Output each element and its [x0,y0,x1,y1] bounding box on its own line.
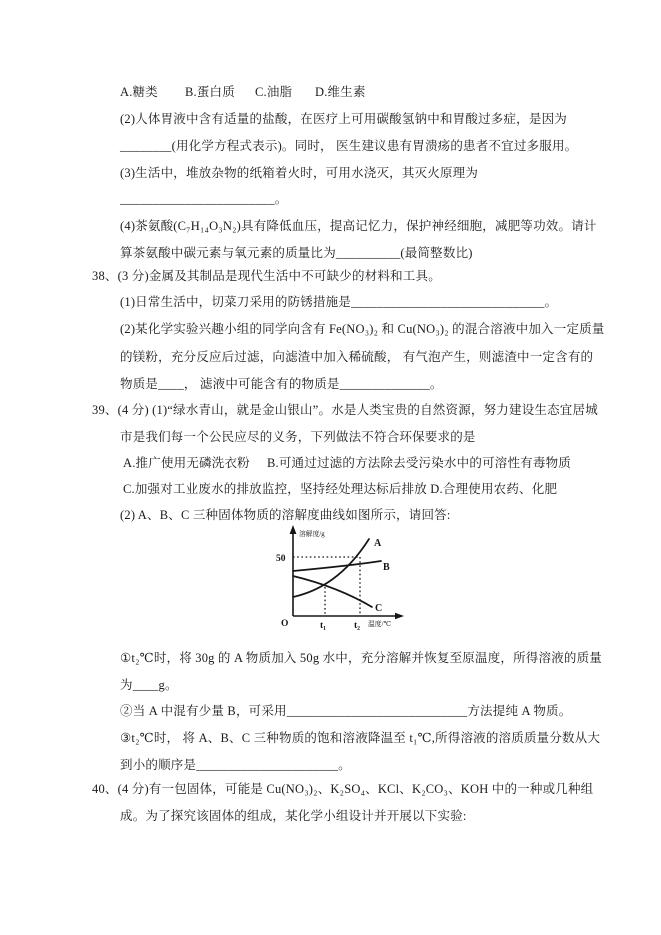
q37-part2-line2: ________(用化学方程式表示)。同时， 医生建议患有胃溃疡的患者不宜过多服用。 [120,139,578,153]
q38-part2-line1: (2)某化学实验兴趣小组的同学向含有 Fe(NO₃)₂ 和 Cu(NO₃)₂ 的混合溶液中加入一定质量 [120,322,605,336]
q39-sub3-line2: 到小的顺序是______________________。 [120,758,351,772]
q39-sub1-line1: ①t₂℃时，将 30g 的 A 物质加入 50g 水中，充分溶解并恢复至原温度，所得溶液的质量 [120,651,603,665]
q38-part2-line2: 的镁粉，充分反应后过滤，向滤渣中加入稀硫酸， 有气泡产生，则滤渣中一定含有的 [120,350,594,364]
mc-option-c: C.油脂 [255,85,293,99]
q40-line1: 40、(4 分)有一包固体，可能是 Cu(NO₃)₂、K₂SO₄、KCl、K₂CO₃、KOH 中的一种或几种组 [92,782,594,796]
x-tick-t1: t₁ [320,621,327,631]
q39-sub2: ②当 A 中混有少量 B，可采用____________________________方法提纯 A 物质。 [120,704,572,718]
solubility-chart [270,524,420,642]
q38-part1: (1)日常生活中，切菜刀采用的防锈措施是______________________________。 [120,295,558,309]
q39-header-line2: 市是我们每一个公民应尽的义务，下列做法不符合环保要求的是 [120,430,476,444]
curve-c-label: C [375,603,383,614]
origin-label: O [281,619,289,629]
y-axis-label: 溶解度/g [299,531,325,538]
mc-option-b: B.蛋白质 [185,85,235,99]
q39-header-line1: 39、(4 分) (1)“绿水青山，就是金山银山”。水是人类宝贵的自然资源，努力建设生态宜居城 [92,403,598,417]
q37-part4-line2: 算茶氨酸中碳元素与氧元素的质量比为__________(最简整数比) [120,246,473,260]
q39-option-a: A.推广使用无磷洗衣粉 [123,456,250,470]
q38-part2-line3: 物质是____， 滤液中可能含有的物质是______________。 [120,377,443,391]
x-axis-label: 温度/℃ [368,621,392,628]
mc-option-a: A.糖类 [120,85,158,99]
q37-part3-answer-blank: ________________________。 [120,192,288,206]
q37-part2-line1: (2)人体胃液中含有适量的盐酸，在医疗上可用碳酸氢钠中和胃酸过多症，是因为 [120,112,567,126]
curve-b [293,561,381,571]
q37-part4-line1: (4)茶氨酸(C₇H₁₄O₃N₂)具有降低血压，提高记忆力，保护神经细胞，减肥等功效。请计 [120,219,597,233]
curve-b-label: B [383,562,390,573]
solubility-chart-svg [270,524,420,642]
q40-line2: 成。为了探究该固体的组成，某化学小组设计并开展以下实验: [120,809,467,823]
q37-part3-line1: (3)生活中，堆放杂物的纸箱着火时，可用水浇灭，其灭火原理为 [120,166,479,180]
q39-sub3-line1: ③t₂℃时， 将 A、B、C 三种物质的饱和溶液降温至 t₁℃,所得溶液的溶质质量分数从大 [120,731,601,745]
q38-header: 38、(3 分)金属及其制品是现代生活中不可缺少的材料和工具。 [92,269,441,283]
mc-option-d: D.维生素 [315,85,366,99]
curve-a-label: A [374,538,382,549]
q39-sub1-line2: 为____g。 [120,678,178,692]
q39-options-row-cd: C.加强对工业废水的排放监控，坚持经处理达标后排放 D.合理使用农药、化肥 [123,482,558,496]
y-tick-50: 50 [276,554,286,564]
q39-part2-intro: (2) A、B、C 三种固体物质的溶解度曲线如图所示，请回答: [120,508,451,522]
x-tick-t2: t₂ [354,621,361,631]
q39-option-b: B.可通过过滤的方法除去受污染水中的可溶性有毒物质 [267,456,571,470]
x-axis-arrow [395,613,404,620]
